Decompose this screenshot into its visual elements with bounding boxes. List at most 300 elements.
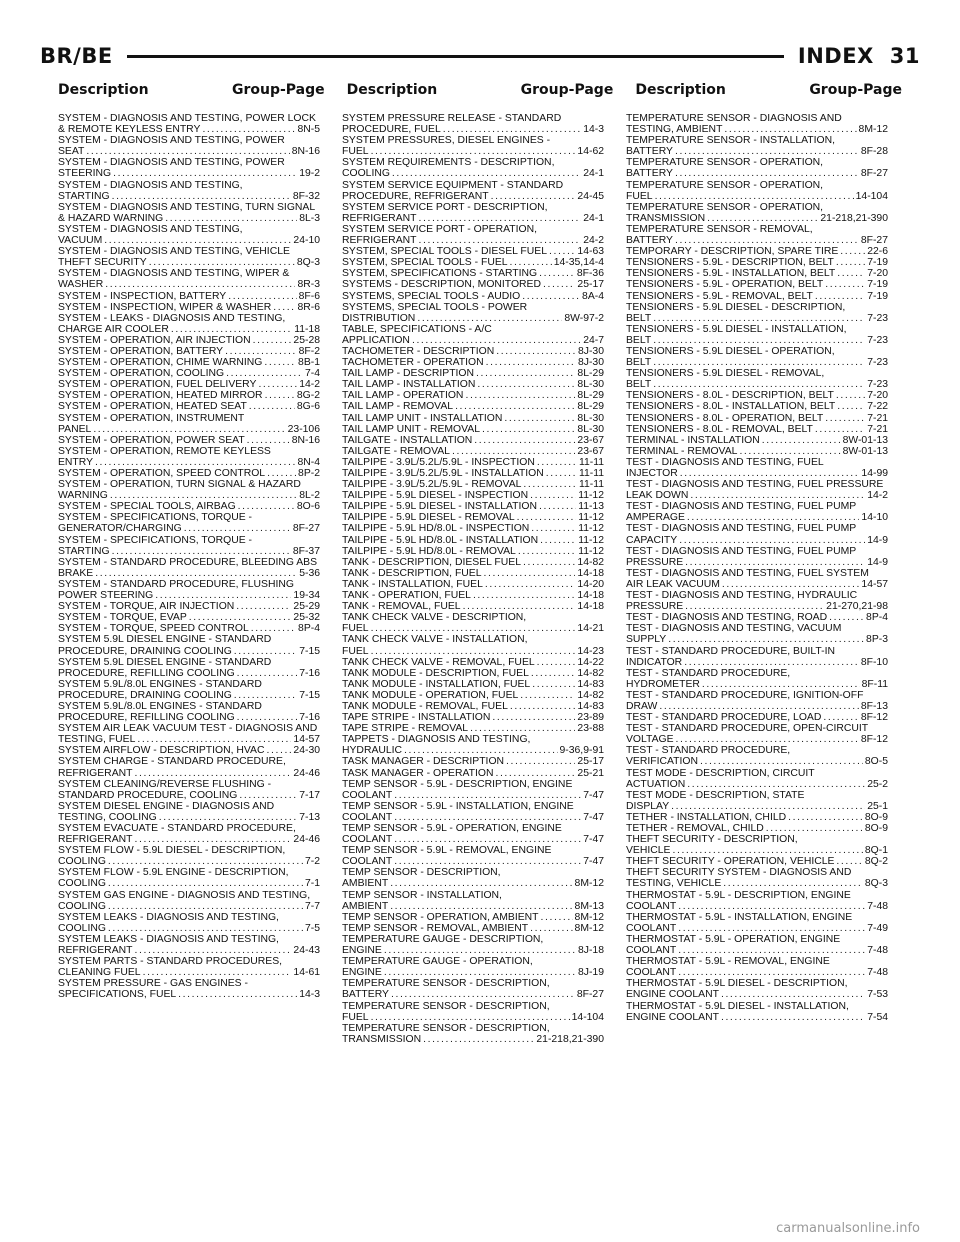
dot-leader xyxy=(671,801,865,812)
dot-leader xyxy=(491,191,576,202)
entry-text-line: APPLICATION xyxy=(342,334,410,346)
index-entry xyxy=(342,302,604,324)
dot-leader xyxy=(678,901,865,912)
index-entry xyxy=(342,413,604,424)
entry-page-ref: 11-12 xyxy=(578,545,604,557)
entry-page-ref: 8J-30 xyxy=(578,357,604,369)
entry-last-line xyxy=(342,556,604,568)
index-entry xyxy=(342,535,604,546)
index-entry xyxy=(342,523,604,534)
entry-text-line: SYSTEM - OPERATION, HEATED MIRROR xyxy=(58,390,263,402)
entry-page-ref: 21-218,21-390 xyxy=(536,1033,604,1045)
entry-last-line xyxy=(58,856,320,868)
entry-page-ref: 8N-5 xyxy=(297,124,320,136)
index-entry xyxy=(342,268,604,279)
dot-leader xyxy=(159,812,297,823)
entry-last-line xyxy=(342,423,604,435)
dot-leader xyxy=(390,901,572,912)
dot-leader xyxy=(676,734,859,745)
entry-page-ref: 8Q-3 xyxy=(864,878,888,890)
index-entry xyxy=(342,690,604,701)
index-entry xyxy=(58,357,320,368)
dot-leader xyxy=(836,390,865,401)
entry-last-line xyxy=(342,124,604,136)
entry-text-line: COOLING xyxy=(58,856,106,868)
entry-last-line xyxy=(342,312,604,324)
entry-text-line: TACHOMETER - OPERATION xyxy=(342,357,484,369)
entry-last-line xyxy=(58,456,320,468)
entry-text-line: VACUUM xyxy=(58,235,103,247)
dot-leader xyxy=(543,279,575,290)
entry-text-line: TABLE, SPECIFICATIONS - A/C xyxy=(342,323,492,335)
entry-last-line xyxy=(58,922,320,934)
entry-last-line xyxy=(626,146,888,158)
index-entry xyxy=(342,390,604,401)
entry-text-line: TEST - DIAGNOSIS AND TESTING, HYDRAULIC xyxy=(626,590,858,602)
entry-last-line xyxy=(342,334,604,346)
dot-leader xyxy=(236,601,291,612)
entry-text-line: COOLANT xyxy=(626,967,677,979)
entry-last-line xyxy=(58,523,320,535)
index-entry xyxy=(626,268,888,279)
watermark: carmanualsonline.info xyxy=(776,1221,920,1236)
entry-page-ref: 14-104 xyxy=(855,190,888,202)
entry-text-line: HYDRAULIC xyxy=(342,745,403,757)
index-entry xyxy=(58,346,320,357)
entry-text-line: TEMPERATURE SENSOR - OPERATION, xyxy=(626,179,824,191)
entry-last-line xyxy=(58,567,320,579)
dot-leader xyxy=(265,390,295,401)
entry-last-line xyxy=(58,745,320,757)
entry-text-line: SYSTEMS - DESCRIPTION, MONITORED xyxy=(342,279,541,291)
entry-last-line xyxy=(342,345,604,357)
entry-text-line: TEMP SENSOR - DESCRIPTION, xyxy=(342,867,501,879)
entry-last-line xyxy=(342,712,604,724)
entry-page-ref: 7-48 xyxy=(867,967,888,979)
entry-page-ref: 7-47 xyxy=(583,834,604,846)
entry-page-ref: 11-12 xyxy=(578,534,604,546)
entry-last-line xyxy=(626,578,888,590)
dot-leader xyxy=(443,124,581,135)
entry-last-line xyxy=(58,878,320,890)
index-entry xyxy=(342,457,604,468)
dot-leader xyxy=(678,923,865,934)
index-entry xyxy=(626,246,888,257)
dot-leader xyxy=(234,690,297,701)
index-entry xyxy=(626,646,888,668)
dot-leader xyxy=(540,535,576,546)
entry-text-line: THEFT SECURITY SYSTEM - DIAGNOSIS AND xyxy=(626,867,852,879)
entry-text-line: SYSTEM PRESSURES, DIESEL ENGINES - xyxy=(342,135,551,147)
entry-text-line: SYSTEM - TORQUE, EVAP xyxy=(58,612,187,624)
dot-leader xyxy=(371,1012,570,1023)
entry-text-line: TANK - DESCRIPTION, FUEL xyxy=(342,567,482,579)
dot-leader xyxy=(523,557,575,568)
entry-text-line: & REMOTE KEYLESS ENTRY xyxy=(58,124,201,136)
entry-page-ref: 7-19 xyxy=(867,279,888,291)
entry-text-line: VOLTAGE xyxy=(626,734,674,746)
entry-text-line: TENSIONERS - 8.0L - REMOVAL, BELT xyxy=(626,423,813,435)
entry-page-ref: 23-106 xyxy=(287,423,320,435)
group-page-heading: Group-Page xyxy=(520,82,614,98)
entry-page-ref: 8F-32 xyxy=(292,190,320,202)
entry-text-line: COOLANT xyxy=(342,834,393,846)
entry-text-line: DISTRIBUTION xyxy=(342,312,416,324)
entry-text-line: COOLANT xyxy=(626,900,677,912)
entry-page-ref: 7-16 xyxy=(299,712,320,724)
dot-leader xyxy=(155,590,291,601)
index-entry xyxy=(626,224,888,246)
index-entry xyxy=(626,446,888,457)
entry-text-line: COOLANT xyxy=(626,922,677,934)
entry-text-line: SYSTEM - OPERATION, POWER SEAT xyxy=(58,434,245,446)
entry-text-line: REFRIGERANT xyxy=(342,235,417,247)
entry-text-line: TAILPIPE - 5.9L DIESEL - INSPECTION xyxy=(342,490,529,502)
dot-leader xyxy=(724,124,856,135)
entry-text-line: SYSTEM - DIAGNOSIS AND TESTING, xyxy=(58,179,243,191)
entry-last-line xyxy=(626,700,888,712)
entry-text-line: SYSTEM - OPERATION, CHIME WARNING xyxy=(58,357,263,369)
column-heading-3 xyxy=(635,82,902,104)
entry-page-ref: 8M-12 xyxy=(574,911,604,923)
index-entry xyxy=(58,302,320,313)
entry-text-line: TANK - OPERATION, FUEL xyxy=(342,590,471,602)
dot-leader xyxy=(171,324,292,335)
entry-last-line xyxy=(342,922,604,934)
entry-page-ref: 8L-29 xyxy=(577,368,604,380)
dot-leader xyxy=(510,257,552,268)
entry-text-line: SYSTEM - OPERATION, REMOTE KEYLESS xyxy=(58,445,271,457)
entry-page-ref: 14-9 xyxy=(867,534,888,546)
entry-page-ref: 8L-30 xyxy=(577,379,604,391)
entry-text-line: TEST - STANDARD PROCEDURE, IGNITION-OFF xyxy=(626,689,864,701)
entry-page-ref: 25-2 xyxy=(867,778,888,790)
index-entry xyxy=(626,568,888,590)
entry-text-line: TANK - DESCRIPTION, DIESEL FUEL xyxy=(342,556,521,568)
entry-last-line xyxy=(626,612,888,624)
entry-text-line: ENGINE xyxy=(342,967,382,979)
index-entry xyxy=(58,413,320,435)
dot-leader xyxy=(678,967,865,978)
index-entry xyxy=(58,956,320,978)
entry-text-line: SYSTEM 5.9L DIESEL ENGINE - STANDARD xyxy=(58,634,272,646)
index-entry xyxy=(626,723,888,745)
entry-text-line: PRESSURE xyxy=(626,556,684,568)
entry-last-line xyxy=(342,756,604,768)
dot-leader xyxy=(226,368,303,379)
index-entry xyxy=(342,357,604,368)
entry-page-ref: 8F-27 xyxy=(860,235,888,247)
entry-text-line: SUPPLY xyxy=(626,634,667,646)
entry-text-line: TENSIONERS - 5.9L DIESEL - DESCRIPTION, xyxy=(626,301,846,313)
dot-leader xyxy=(238,501,295,512)
index-entry xyxy=(342,890,604,912)
dot-leader xyxy=(104,235,291,246)
dot-leader xyxy=(492,712,575,723)
dot-leader xyxy=(371,646,576,657)
index-column-2 xyxy=(342,113,604,1212)
entry-last-line xyxy=(626,434,888,446)
group-page-heading: Group-Page xyxy=(809,82,902,98)
entry-last-line xyxy=(626,279,888,291)
entry-page-ref: 7-17 xyxy=(299,789,320,801)
entry-text-line: TERMINAL - REMOVAL xyxy=(626,445,738,457)
entry-last-line xyxy=(626,468,888,479)
entry-page-ref: 7-47 xyxy=(583,856,604,868)
entry-last-line xyxy=(626,268,888,280)
dot-leader xyxy=(477,379,575,390)
entry-text-line: PRESSURE xyxy=(626,601,684,613)
entry-text-line: BATTERY xyxy=(626,168,673,180)
entry-last-line xyxy=(626,922,888,934)
entry-text-line: TAPPETS - DIAGNOSIS AND TESTING, xyxy=(342,734,531,746)
entry-last-line xyxy=(342,967,604,979)
entry-page-ref: 7-23 xyxy=(867,312,888,324)
entry-text-line: TANK CHECK VALVE - REMOVAL, FUEL xyxy=(342,656,535,668)
entry-text-line: SYSTEM AIRFLOW - DESCRIPTION, HVAC xyxy=(58,745,265,757)
entry-last-line xyxy=(58,967,320,979)
entry-text-line: SYSTEM SERVICE EQUIPMENT - STANDARD xyxy=(342,179,564,191)
index-entry xyxy=(342,923,604,934)
entry-text-line: COOLING xyxy=(342,168,390,180)
entry-text-line: CHARGE AIR COOLER xyxy=(58,323,169,335)
dot-leader xyxy=(108,901,303,912)
index-entry xyxy=(342,257,604,268)
entry-last-line xyxy=(342,501,604,513)
entry-text-line: TEMP SENSOR - 5.9L - OPERATION, ENGINE xyxy=(342,823,562,834)
entry-page-ref: 25-17 xyxy=(577,279,604,291)
index-entry xyxy=(58,745,320,756)
entry-text-line: TANK MODULE - OPERATION, FUEL xyxy=(342,689,519,701)
entry-last-line xyxy=(626,235,888,247)
entry-page-ref: 8O-6 xyxy=(296,501,320,513)
column-heading-2 xyxy=(347,82,614,104)
dot-leader xyxy=(202,124,295,135)
entry-page-ref: 8P-3 xyxy=(866,634,888,646)
dot-leader xyxy=(134,945,291,956)
entry-last-line xyxy=(58,811,320,823)
entry-text-line: THERMOSTAT - 5.9L DIESEL - DESCRIPTION, xyxy=(626,978,848,990)
entry-last-line xyxy=(342,645,604,657)
entry-last-line xyxy=(342,401,604,413)
dot-leader xyxy=(659,701,858,712)
dot-leader xyxy=(482,424,575,435)
entry-text-line: TEST - DIAGNOSIS AND TESTING, FUEL PUMP xyxy=(626,523,857,535)
dot-leader xyxy=(530,490,576,501)
index-entry xyxy=(626,257,888,268)
dot-leader xyxy=(149,257,295,268)
entry-text-line: SYSTEM, SPECIAL TOOLS - DIESEL FUEL xyxy=(342,246,547,258)
index-entry xyxy=(58,246,320,268)
entry-page-ref: 14-35,14-4 xyxy=(553,257,604,269)
entry-text-line: DISPLAY xyxy=(626,800,670,812)
dot-leader xyxy=(189,612,292,623)
entry-last-line xyxy=(626,534,888,546)
entry-text-line: REFRIGERANT xyxy=(58,834,133,846)
dot-leader xyxy=(815,291,865,302)
index-entry xyxy=(342,113,604,135)
entry-text-line: SYSTEM 5.9L/8.0L ENGINES - STANDARD xyxy=(58,678,262,690)
entry-text-line: TAIL LAMP - OPERATION xyxy=(342,390,464,402)
index-entry xyxy=(626,435,888,446)
index-entry xyxy=(342,490,604,501)
entry-last-line xyxy=(342,745,604,757)
dot-leader xyxy=(251,623,296,634)
entry-last-line xyxy=(626,967,888,979)
dot-leader xyxy=(371,623,576,634)
entry-text-line: BELT xyxy=(626,312,652,324)
entry-text-line: FUEL xyxy=(342,146,369,158)
dot-leader xyxy=(836,856,862,867)
entry-text-line: TENSIONERS - 5.9L - DESCRIPTION, BELT xyxy=(626,257,834,269)
entry-text-line: THEFT SECURITY - DESCRIPTION, xyxy=(626,834,798,846)
entry-page-ref: 8F-27 xyxy=(576,989,604,1001)
entry-last-line xyxy=(342,856,604,868)
index-entry xyxy=(58,313,320,335)
entry-text-line: AMBIENT xyxy=(342,878,389,890)
index-entry xyxy=(342,701,604,712)
index-entry xyxy=(342,956,604,978)
index-entry xyxy=(58,634,320,656)
entry-page-ref: 8N-4 xyxy=(297,456,320,468)
entry-page-ref: 7-16 xyxy=(299,667,320,679)
entry-text-line: TAILPIPE - 3.9L/5.2L/5.9L - REMOVAL xyxy=(342,479,522,491)
dot-leader xyxy=(672,845,862,856)
entry-page-ref: 7-20 xyxy=(867,390,888,402)
entry-text-line: SYSTEM - TORQUE, SPEED CONTROL xyxy=(58,623,249,635)
entry-last-line xyxy=(626,334,888,346)
entry-last-line xyxy=(342,534,604,546)
entry-page-ref: 14-99 xyxy=(861,468,888,479)
entry-text-line: CAPACITY xyxy=(626,534,678,546)
entry-page-ref: 8A-4 xyxy=(582,290,604,302)
index-entry xyxy=(58,157,320,179)
entry-page-ref: 7-22 xyxy=(867,401,888,413)
entry-last-line xyxy=(58,357,320,369)
entry-page-ref: 7-13 xyxy=(299,811,320,823)
entry-text-line: TEMPERATURE SENSOR - DESCRIPTION, xyxy=(342,1000,550,1012)
entry-text-line: SYSTEM CHARGE - STANDARD PROCEDURE, xyxy=(58,756,286,768)
page-title: INDEX xyxy=(797,44,874,68)
entry-last-line xyxy=(58,168,320,180)
dot-leader xyxy=(653,335,865,346)
entry-page-ref: 14-3 xyxy=(583,124,604,136)
entry-text-line: TENSIONERS - 5.9L - OPERATION, BELT xyxy=(626,279,824,291)
dot-leader xyxy=(384,945,576,956)
entry-page-ref: 8F-12 xyxy=(860,734,888,746)
entry-page-ref: 7-19 xyxy=(867,257,888,269)
entry-text-line: TEST - DIAGNOSIS AND TESTING, FUEL SYSTEM xyxy=(626,567,869,579)
entry-last-line xyxy=(342,878,604,890)
index-entry xyxy=(626,457,888,479)
entry-text-line: TEMPERATURE SENSOR - DESCRIPTION, xyxy=(342,1022,550,1034)
entry-text-line: COOLANT xyxy=(342,811,393,823)
entry-last-line xyxy=(342,578,604,590)
dot-leader xyxy=(112,546,291,557)
entry-text-line: FUEL xyxy=(626,190,653,202)
entry-text-line: AMPERAGE xyxy=(626,512,685,524)
index-entry xyxy=(626,934,888,956)
entry-page-ref: 8P-4 xyxy=(298,623,320,635)
entry-text-line: COOLING xyxy=(58,900,106,912)
dot-leader xyxy=(264,357,296,368)
dot-leader xyxy=(510,701,576,712)
index-entry xyxy=(342,612,604,634)
entry-text-line: TEMPERATURE SENSOR - DESCRIPTION, xyxy=(342,978,550,990)
entry-text-line: SYSTEM - SPECIFICATIONS, TORQUE - xyxy=(58,512,252,524)
entry-text-line: TEMPERATURE SENSOR - OPERATION, xyxy=(626,201,824,213)
entry-page-ref: 24-45 xyxy=(577,190,604,202)
entry-text-line: TETHER - REMOVAL, CHILD xyxy=(626,823,764,834)
index-entry xyxy=(342,468,604,479)
index-entry xyxy=(342,845,604,867)
dot-leader xyxy=(653,357,865,368)
index-entry xyxy=(342,579,604,590)
entry-last-line xyxy=(58,124,320,136)
entry-text-line: POWER STEERING xyxy=(58,590,154,602)
dot-leader xyxy=(721,989,865,1000)
entry-text-line: SYSTEM - DIAGNOSIS AND TESTING, POWER xyxy=(58,157,285,169)
dot-leader xyxy=(267,468,296,479)
entry-page-ref: 24-46 xyxy=(293,834,320,846)
entry-text-line: SYSTEM PRESSURE RELEASE - STANDARD xyxy=(342,113,562,124)
index-entry xyxy=(342,779,604,801)
entry-text-line: SYSTEM, SPECIAL TOOLS - FUEL xyxy=(342,257,508,269)
dot-leader xyxy=(465,390,575,401)
index-entry xyxy=(58,535,320,557)
dot-leader xyxy=(485,579,576,590)
entry-page-ref: 21-218,21-390 xyxy=(820,212,888,224)
dot-leader xyxy=(486,357,576,368)
entry-last-line xyxy=(342,689,604,701)
index-entry xyxy=(626,113,888,135)
entry-page-ref: 7-48 xyxy=(867,945,888,957)
entry-text-line: SYSTEM - LEAKS - DIAGNOSIS AND TESTING, xyxy=(58,312,286,324)
entry-page-ref: 11-13 xyxy=(578,501,604,513)
entry-page-ref: 24-1 xyxy=(583,212,604,224)
entry-text-line: INJECTOR xyxy=(626,468,678,479)
entry-last-line xyxy=(58,390,320,402)
entry-page-ref: 14-82 xyxy=(577,689,604,701)
index-entry xyxy=(58,379,320,390)
entry-last-line xyxy=(342,390,604,402)
entry-last-line xyxy=(626,401,888,413)
entry-last-line xyxy=(342,834,604,846)
entry-text-line: TENSIONERS - 5.9L - REMOVAL, BELT xyxy=(626,290,813,302)
index-entry xyxy=(342,324,604,346)
entry-text-line: WARNING xyxy=(58,490,108,502)
index-entry xyxy=(626,413,888,424)
entry-text-line: ENGINE COOLANT xyxy=(626,989,719,1001)
entry-text-line: SYSTEM LEAKS - DIAGNOSIS AND TESTING, xyxy=(58,911,279,923)
entry-text-line: TEST - DIAGNOSIS AND TESTING, FUEL PUMP xyxy=(626,501,857,513)
index-entry xyxy=(626,157,888,179)
entry-last-line xyxy=(626,989,888,1001)
entry-page-ref: 8F-36 xyxy=(576,268,604,280)
index-column-3 xyxy=(626,113,888,1212)
entry-text-line: TAILGATE - REMOVAL xyxy=(342,445,450,457)
entry-last-line xyxy=(58,290,320,302)
entry-text-line: TANK CHECK VALVE - INSTALLATION, xyxy=(342,634,528,646)
dot-leader xyxy=(412,335,581,346)
index-entry xyxy=(342,634,604,656)
entry-page-ref: 24-30 xyxy=(293,745,320,757)
index-entry xyxy=(342,734,604,756)
entry-page-ref: 8F-2 xyxy=(298,345,320,357)
entry-page-ref: 8M-12 xyxy=(574,878,604,890)
entry-page-ref: 8W-97-2 xyxy=(564,312,604,324)
entry-page-ref: 24-43 xyxy=(293,945,320,957)
